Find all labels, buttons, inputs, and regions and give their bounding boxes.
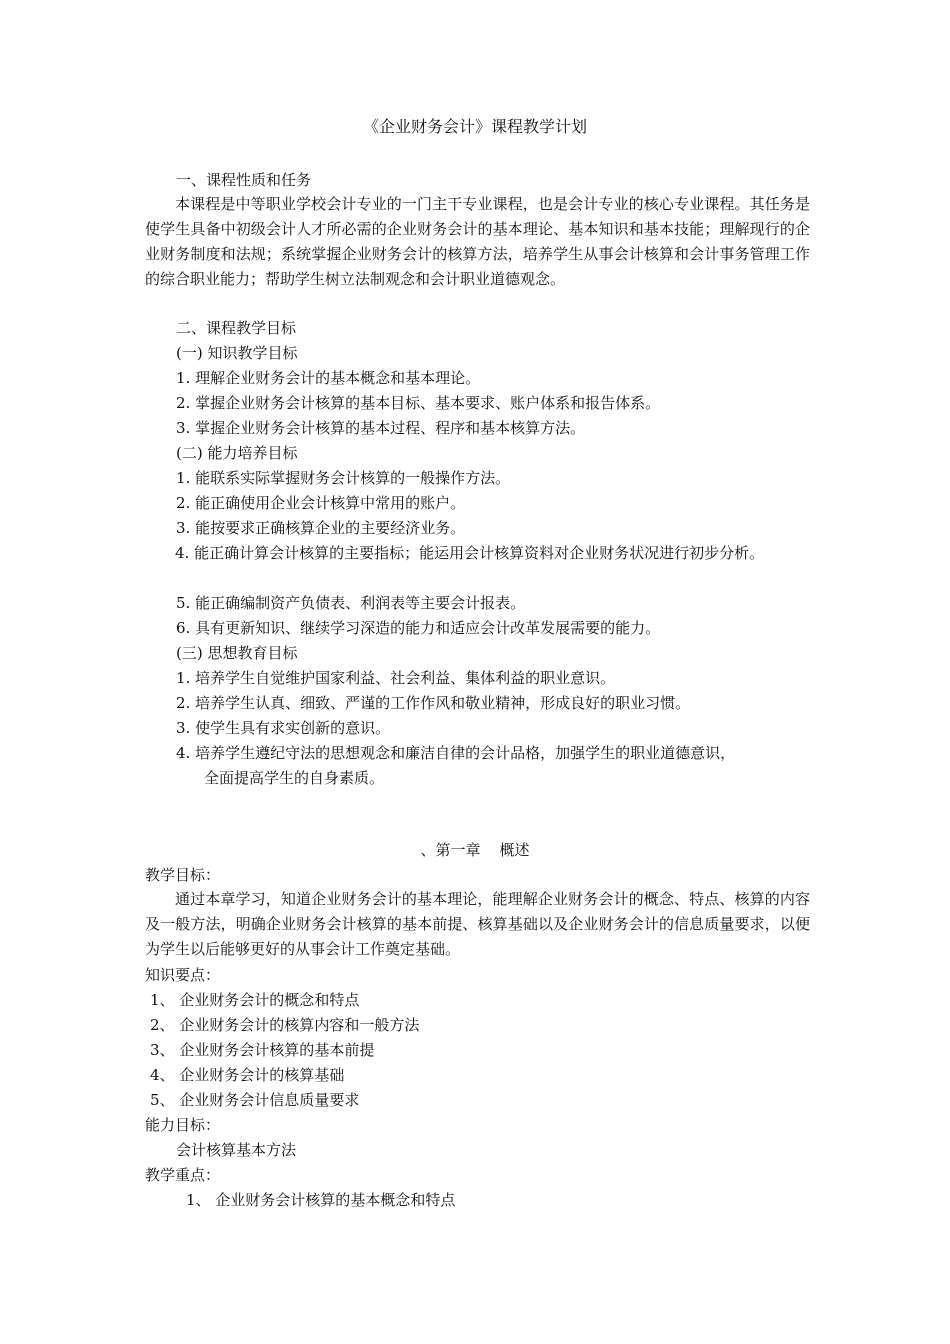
list-item: 3、 企业财务会计核算的基本前提	[150, 1041, 375, 1059]
list-item: 6. 具有更新知识、继续学习深造的能力和适应会计改革发展需要的能力。	[176, 619, 661, 637]
list-item: 4、 企业财务会计的核算基础	[150, 1066, 345, 1084]
list-item: 5、 企业财务会计信息质量要求	[150, 1091, 360, 1109]
list-item: 4. 培养学生遵纪守法的思想观念和廉洁自律的会计品格，加强学生的职业道德意识，	[176, 744, 736, 762]
list-item: 5. 能正确编制资产负债表、利润表等主要会计报表。	[176, 594, 526, 612]
list-item: 2. 能正确使用企业会计核算中常用的账户。	[176, 494, 466, 512]
section-heading-goals: 二、课程教学目标	[176, 319, 297, 337]
list-item: 2. 掌握企业财务会计核算的基本目标、基本要求、账户体系和报告体系。	[176, 394, 661, 412]
list-item: 2. 培养学生认真、细致、严谨的工作作风和敬业精神，形成良好的职业习惯。	[176, 694, 691, 712]
section-heading-nature: 一、课程性质和任务	[176, 171, 312, 189]
list-item: 1、 企业财务会计的概念和特点	[150, 991, 360, 1009]
subheading-knowledge: (一) 知识教学目标	[176, 344, 298, 362]
label-teaching-goals: 教学目标：	[145, 866, 221, 884]
label-ability-goals: 能力目标：	[145, 1116, 221, 1134]
section-paragraph-nature: 本课程是中等职业学校会计专业的一门主干专业课程，也是会计专业的核心专业课程。其任务是使学生具备中初级会计人才所必需的企业财务会计的基本理论、基本知识和基本技能；理解现行的企业财务制度和法规；系统掌握企业财务会计的核算方法，培养学生从事会计核算和会计事务管理工作的综合职业能力；帮助学生树立法制观念和会计职业道德观念。	[145, 195, 810, 288]
list-item: 1. 理解企业财务会计的基本概念和基本理论。	[176, 369, 481, 387]
list-item: 3. 使学生具有求实创新的意识。	[176, 719, 391, 737]
list-item: 1. 培养学生自觉维护国家利益、社会利益、集体利益的职业意识。	[176, 669, 616, 687]
subheading-ideology: (三) 思想教育目标	[176, 644, 298, 662]
list-item-continuation: 全面提高学生的自身素质。	[204, 769, 385, 787]
list-item: 1、 企业财务会计核算的基本概念和特点	[186, 1191, 456, 1209]
chapter-heading: 、第一章 概述	[420, 841, 530, 859]
ability-goal-text: 会计核算基本方法	[176, 1141, 297, 1159]
list-item: 4. 能正确计算会计核算的主要指标；能运用会计核算资料对企业财务状况进行初步分析。	[175, 544, 765, 562]
list-item: 1. 能联系实际掌握财务会计核算的一般操作方法。	[176, 469, 511, 487]
chapter-goals-paragraph: 通过本章学习，知道企业财务会计的基本理论，能理解企业财务会计的概念、特点、核算的内容及一般方法，明确企业财务会计核算的基本前提、核算基础以及企业财务会计的信息质量要求，以便为学生以后能够更好的从事会计工作奠定基础。	[145, 890, 810, 958]
subheading-ability: (二) 能力培养目标	[176, 444, 298, 462]
list-item: 3. 掌握企业财务会计核算的基本过程、程序和基本核算方法。	[176, 419, 586, 437]
document-title: 《企业财务会计》课程教学计划	[362, 117, 587, 136]
label-teaching-key-points: 教学重点：	[145, 1166, 221, 1184]
list-item: 2、 企业财务会计的核算内容和一般方法	[150, 1016, 420, 1034]
label-knowledge-points: 知识要点：	[145, 966, 221, 984]
list-item: 3. 能按要求正确核算企业的主要经济业务。	[176, 519, 466, 537]
